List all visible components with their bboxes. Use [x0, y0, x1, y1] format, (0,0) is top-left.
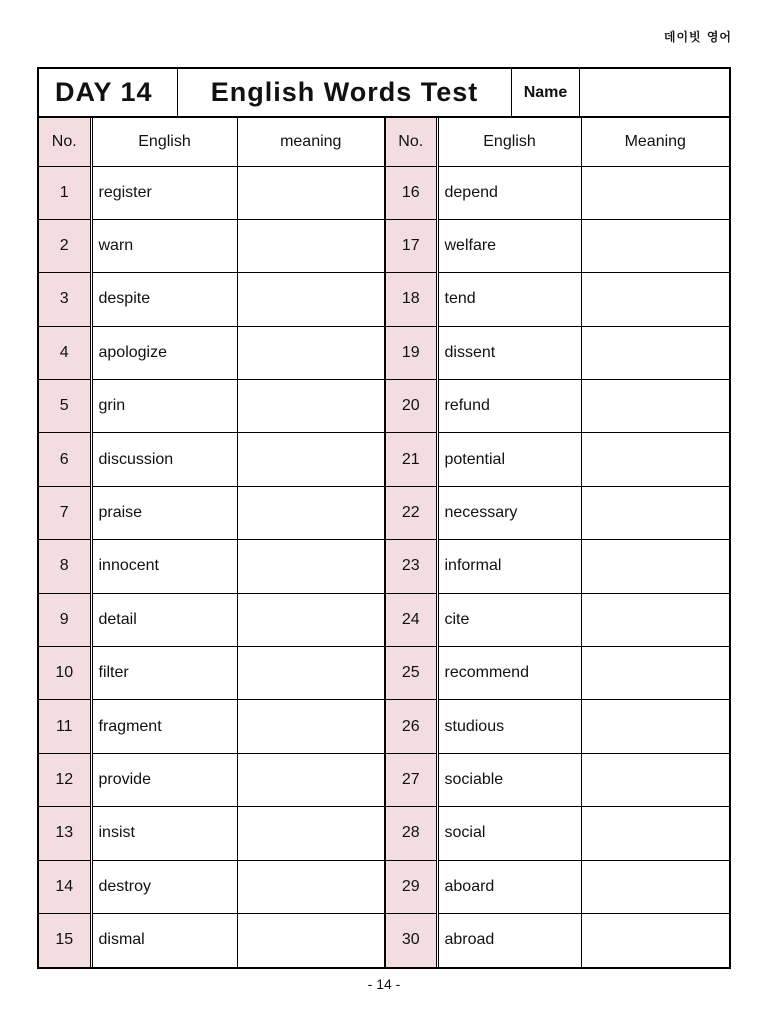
meaning-answer-cell[interactable]	[237, 647, 385, 700]
meaning-answer-cell[interactable]	[237, 913, 385, 966]
meaning-answer-cell[interactable]	[237, 486, 385, 539]
english-word: informal	[437, 540, 581, 593]
column-header-meaning: Meaning	[581, 118, 729, 166]
english-word: apologize	[91, 326, 237, 379]
english-word: abroad	[437, 913, 581, 966]
english-word: tend	[437, 273, 581, 326]
table-row	[39, 647, 729, 700]
english-word: discussion	[91, 433, 237, 486]
table-row	[39, 380, 729, 433]
item-number: 6	[39, 433, 91, 486]
english-word: sociable	[437, 753, 581, 806]
english-word: insist	[91, 807, 237, 860]
meaning-answer-cell[interactable]	[581, 433, 729, 486]
meaning-answer-cell[interactable]	[581, 273, 729, 326]
meaning-answer-cell[interactable]	[237, 166, 385, 219]
meaning-answer-cell[interactable]	[237, 380, 385, 433]
page-number: - 14 -	[367, 976, 401, 992]
name-field[interactable]	[580, 69, 729, 116]
table-row	[39, 807, 729, 860]
day-label: DAY 14	[39, 69, 178, 116]
meaning-answer-cell[interactable]	[237, 273, 385, 326]
meaning-answer-cell[interactable]	[237, 326, 385, 379]
english-word: grin	[91, 380, 237, 433]
english-word: studious	[437, 700, 581, 753]
meaning-answer-cell[interactable]	[581, 860, 729, 913]
english-word: aboard	[437, 860, 581, 913]
item-number: 4	[39, 326, 91, 379]
item-number: 20	[385, 380, 437, 433]
meaning-answer-cell[interactable]	[581, 913, 729, 966]
item-number: 10	[39, 647, 91, 700]
item-number: 28	[385, 807, 437, 860]
english-word: fragment	[91, 700, 237, 753]
english-word: dismal	[91, 913, 237, 966]
item-number: 25	[385, 647, 437, 700]
item-number: 8	[39, 540, 91, 593]
item-number: 11	[39, 700, 91, 753]
meaning-answer-cell[interactable]	[581, 753, 729, 806]
item-number: 15	[39, 913, 91, 966]
table-row	[39, 913, 729, 966]
column-header-no: No.	[39, 118, 91, 166]
meaning-answer-cell[interactable]	[237, 433, 385, 486]
meaning-answer-cell[interactable]	[581, 540, 729, 593]
meaning-answer-cell[interactable]	[237, 860, 385, 913]
item-number: 19	[385, 326, 437, 379]
word-test-sheet	[37, 67, 731, 969]
english-word: potential	[437, 433, 581, 486]
item-number: 27	[385, 753, 437, 806]
table-row	[39, 273, 729, 326]
english-word: dissent	[437, 326, 581, 379]
english-word: recommend	[437, 647, 581, 700]
column-header-no: No.	[385, 118, 437, 166]
english-word: social	[437, 807, 581, 860]
meaning-answer-cell[interactable]	[581, 166, 729, 219]
meaning-answer-cell[interactable]	[581, 380, 729, 433]
table-row	[39, 326, 729, 379]
test-title: English Words Test	[178, 69, 512, 116]
english-word: warn	[91, 219, 237, 272]
item-number: 1	[39, 166, 91, 219]
english-word: praise	[91, 486, 237, 539]
item-number: 17	[385, 219, 437, 272]
column-header-meaning: meaning	[237, 118, 385, 166]
meaning-answer-cell[interactable]	[581, 219, 729, 272]
item-number: 13	[39, 807, 91, 860]
item-number: 23	[385, 540, 437, 593]
item-number: 12	[39, 753, 91, 806]
meaning-answer-cell[interactable]	[581, 700, 729, 753]
item-number: 9	[39, 593, 91, 646]
english-word: register	[91, 166, 237, 219]
english-word: refund	[437, 380, 581, 433]
table-row	[39, 753, 729, 806]
item-number: 30	[385, 913, 437, 966]
english-word: detail	[91, 593, 237, 646]
table-row	[39, 433, 729, 486]
meaning-answer-cell[interactable]	[237, 540, 385, 593]
item-number: 3	[39, 273, 91, 326]
table-row	[39, 860, 729, 913]
table-row	[39, 219, 729, 272]
item-number: 14	[39, 860, 91, 913]
meaning-answer-cell[interactable]	[237, 807, 385, 860]
item-number: 22	[385, 486, 437, 539]
english-word: innocent	[91, 540, 237, 593]
meaning-answer-cell[interactable]	[581, 593, 729, 646]
item-number: 26	[385, 700, 437, 753]
table-row	[39, 166, 729, 219]
table-row	[39, 540, 729, 593]
meaning-answer-cell[interactable]	[581, 807, 729, 860]
word-table	[39, 118, 729, 967]
item-number: 29	[385, 860, 437, 913]
english-word: welfare	[437, 219, 581, 272]
name-label: Name	[512, 69, 580, 116]
english-word: cite	[437, 593, 581, 646]
english-word: depend	[437, 166, 581, 219]
meaning-answer-cell[interactable]	[237, 219, 385, 272]
item-number: 7	[39, 486, 91, 539]
table-header-row	[39, 118, 729, 166]
english-word: necessary	[437, 486, 581, 539]
english-word: filter	[91, 647, 237, 700]
meaning-answer-cell[interactable]	[581, 647, 729, 700]
item-number: 16	[385, 166, 437, 219]
title-row	[39, 69, 729, 118]
meaning-answer-cell[interactable]	[237, 753, 385, 806]
meaning-answer-cell[interactable]	[237, 700, 385, 753]
table-row	[39, 486, 729, 539]
column-header-english: English	[437, 118, 581, 166]
english-word: destroy	[91, 860, 237, 913]
column-header-english: English	[91, 118, 237, 166]
table-row	[39, 700, 729, 753]
english-word: despite	[91, 273, 237, 326]
brand-label: 데이빗 영어	[663, 30, 732, 44]
item-number: 18	[385, 273, 437, 326]
english-word: provide	[91, 753, 237, 806]
item-number: 5	[39, 380, 91, 433]
meaning-answer-cell[interactable]	[581, 326, 729, 379]
table-row	[39, 593, 729, 646]
meaning-answer-cell[interactable]	[581, 486, 729, 539]
meaning-answer-cell[interactable]	[237, 593, 385, 646]
item-number: 24	[385, 593, 437, 646]
item-number: 2	[39, 219, 91, 272]
item-number: 21	[385, 433, 437, 486]
